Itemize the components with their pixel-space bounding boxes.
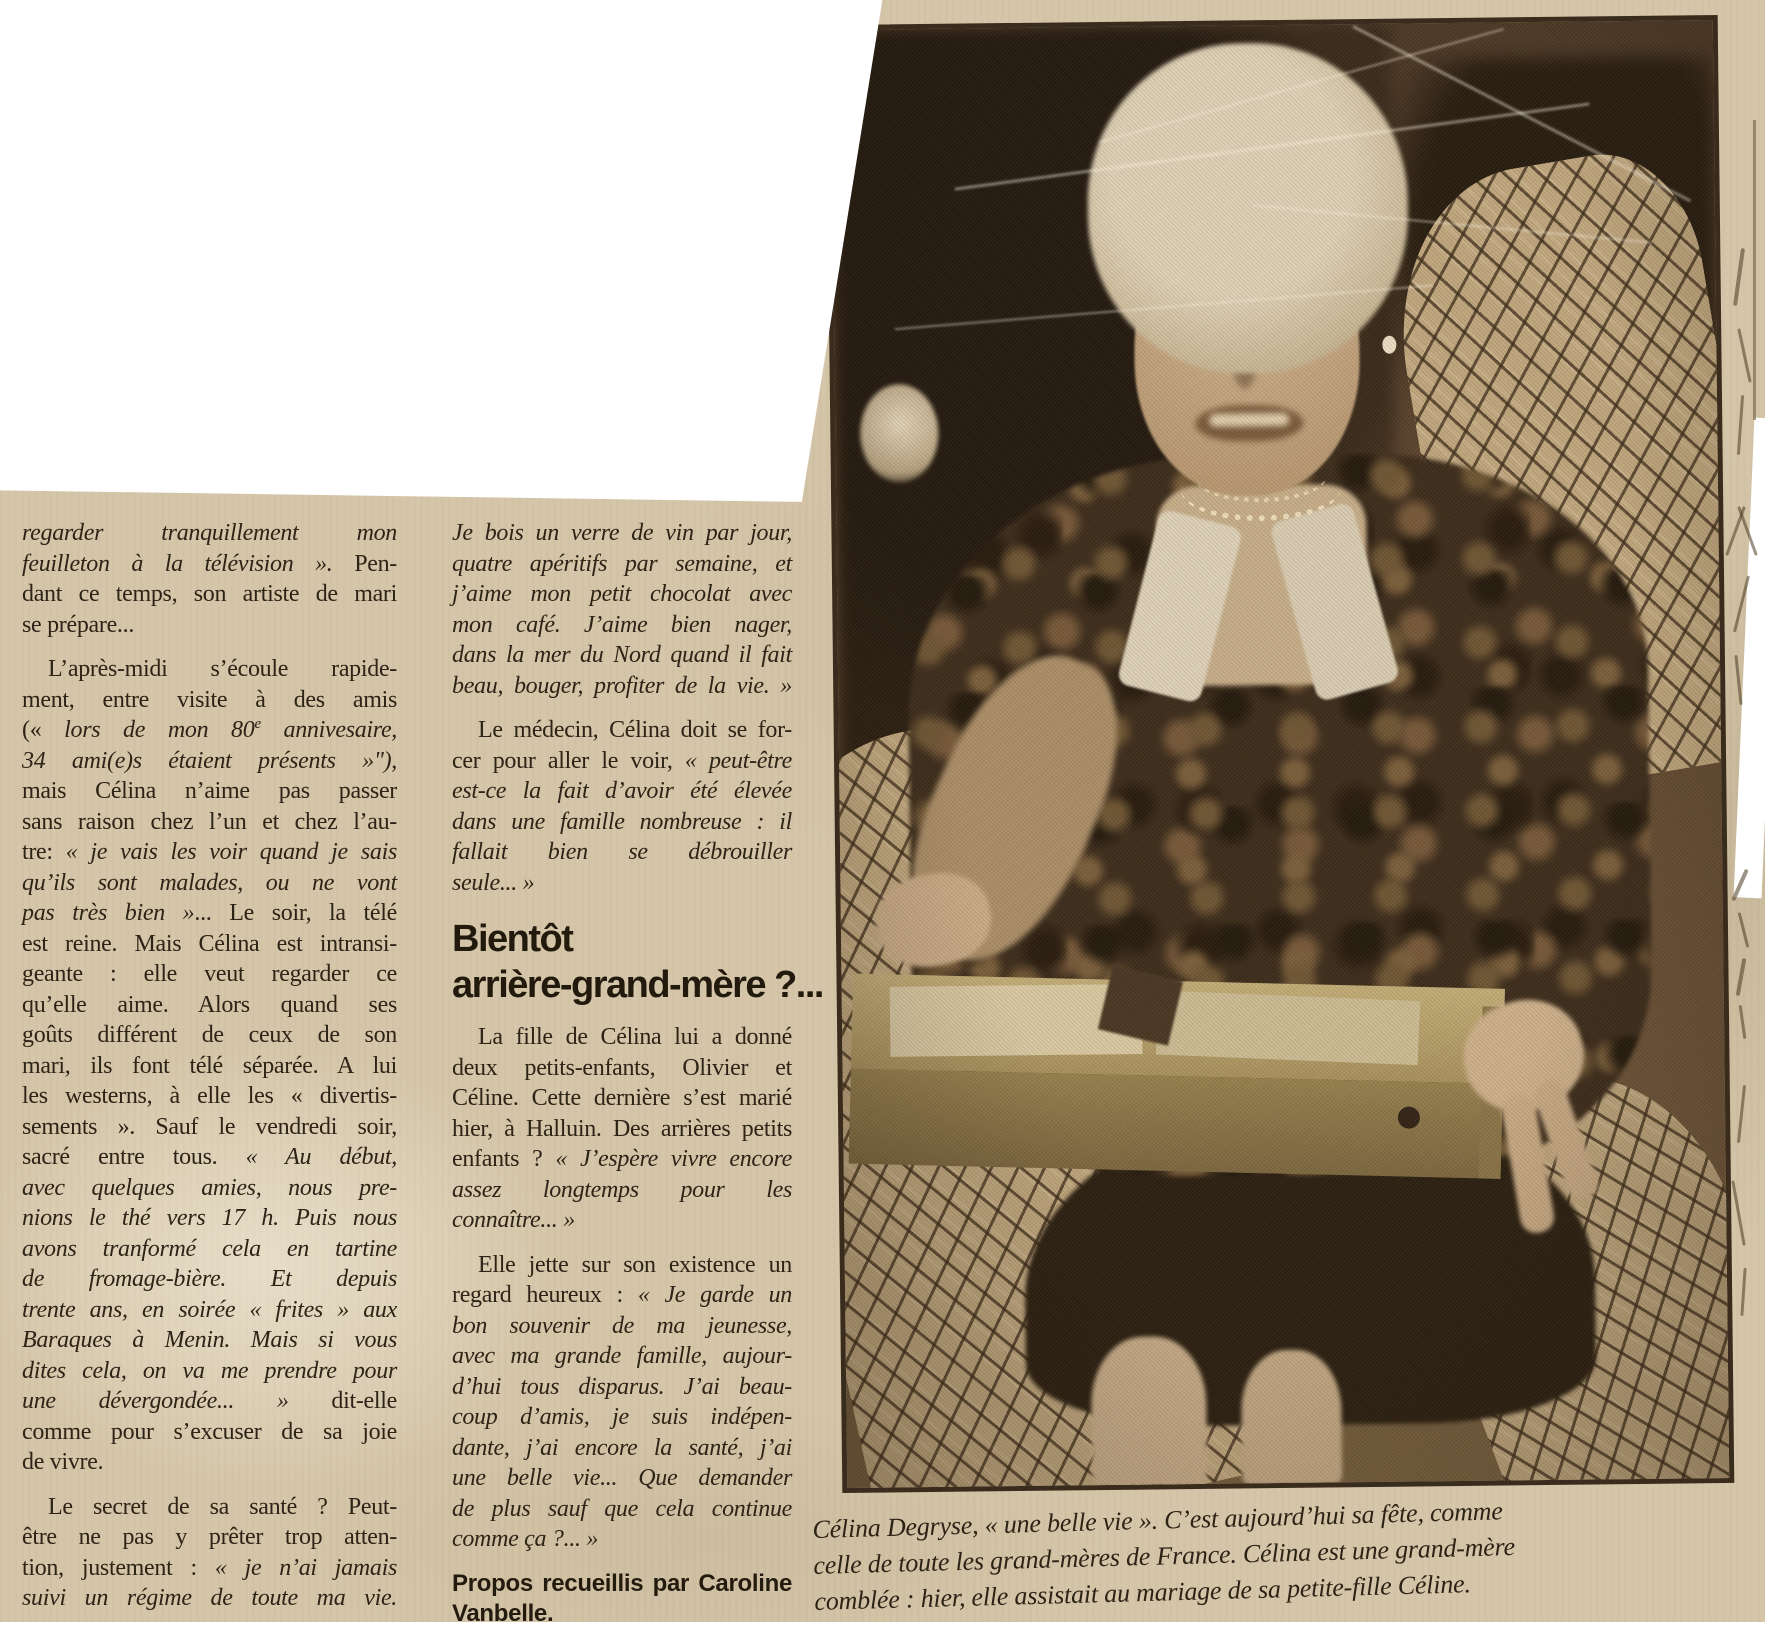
text-segment: L’après-midi s’écoule rapide- bbox=[48, 656, 397, 682]
photo-celina-degryse bbox=[826, 15, 1735, 1493]
text-segment: assez longtemps pour les bbox=[452, 1176, 792, 1203]
text-segment: hier, à Halluin. Des arrières petits bbox=[452, 1115, 792, 1142]
text-line bbox=[22, 776, 397, 807]
text-segment: mari, ils font télé séparée. A lui bbox=[22, 1052, 397, 1079]
text-segment: dans une famille nombreuse : il bbox=[452, 808, 792, 835]
text-segment: est-ce la fait d’avoir été élevée bbox=[452, 778, 792, 804]
text-line bbox=[22, 715, 397, 746]
text-segment: « Au début, bbox=[245, 1144, 397, 1170]
text-segment: nions le thé vers 17 h. Puis nous bbox=[22, 1205, 397, 1231]
text-segment: lors de mon 80 bbox=[64, 717, 255, 743]
text-segment: goûts différent de ceux de son bbox=[22, 1022, 397, 1048]
article-column-1 bbox=[22, 518, 397, 1614]
scan-white-cutout bbox=[0, 0, 905, 525]
text-line bbox=[452, 1311, 792, 1342]
text-line bbox=[452, 1341, 792, 1372]
text-line bbox=[452, 549, 792, 580]
text-segment: 34 ami(e)s étaient présents »"), bbox=[22, 747, 397, 774]
text-segment: se prépare... bbox=[22, 611, 135, 638]
text-segment: seule... » bbox=[452, 869, 535, 896]
text-segment: « je n’ai jamais bbox=[214, 1554, 397, 1581]
text-segment: connaître... » bbox=[452, 1207, 575, 1233]
text-line bbox=[452, 1022, 792, 1053]
text-segment: tion, justement : bbox=[22, 1554, 215, 1581]
text-segment: Propos recueillis par Caroline bbox=[452, 1569, 792, 1597]
text-line bbox=[452, 1083, 792, 1114]
text-segment: beau, bouger, profiter de la vie. » bbox=[452, 672, 792, 699]
text-segment: suivi un régime de toute ma vie. bbox=[22, 1585, 397, 1611]
text-line bbox=[22, 898, 397, 929]
text-line bbox=[452, 776, 792, 807]
text-line bbox=[452, 1205, 792, 1236]
text-segment: fallait bien se débrouiller bbox=[452, 839, 792, 865]
text-line bbox=[452, 837, 792, 868]
text-line bbox=[22, 579, 397, 610]
text-line bbox=[22, 1295, 397, 1326]
text-segment: est reine. Mais Célina est intransi- bbox=[22, 930, 397, 957]
text-segment: dant ce temps, son artiste de mari bbox=[22, 581, 397, 607]
text-segment: Céline. Cette dernière s’est marié bbox=[452, 1085, 792, 1111]
text-segment: regarder tranquillement mon bbox=[22, 520, 397, 546]
text-segment: bon souvenir de ma jeunesse, bbox=[452, 1312, 792, 1339]
text-segment: les westerns, à elle les « divertis- bbox=[22, 1083, 397, 1109]
text-segment: coup d’amis, je suis indépen- bbox=[452, 1404, 792, 1430]
text-line bbox=[452, 1402, 792, 1433]
text-line bbox=[452, 1372, 792, 1403]
text-segment: dante, j’ai encore la santé, j’ai bbox=[452, 1434, 792, 1461]
text-segment: trente ans, en soirée « frites » aux bbox=[22, 1296, 397, 1323]
text-segment: avec ma grande famille, aujour- bbox=[452, 1343, 792, 1369]
text-segment: pas très bien » bbox=[22, 900, 195, 926]
text-segment: tre: bbox=[22, 839, 66, 865]
text-segment: mon café. J’aime bien nager, bbox=[452, 611, 792, 638]
text-line bbox=[452, 1144, 792, 1175]
text-line bbox=[22, 1203, 397, 1234]
text-segment: enfants ? bbox=[452, 1146, 556, 1172]
text-segment: sements ». Sauf le vendredi soir, bbox=[22, 1113, 397, 1140]
text-segment: annivesaire, bbox=[260, 717, 398, 743]
text-line bbox=[452, 1175, 792, 1206]
text-segment: ... Le soir, la télé bbox=[194, 900, 397, 926]
text-line bbox=[452, 1053, 792, 1084]
text-line bbox=[452, 579, 792, 610]
text-line bbox=[452, 1280, 792, 1311]
text-segment: « peut-être bbox=[684, 747, 792, 774]
text-line bbox=[22, 654, 397, 685]
text-line bbox=[22, 685, 397, 716]
text-segment: « Je garde un bbox=[637, 1282, 792, 1308]
text-line bbox=[22, 1112, 397, 1143]
text-line bbox=[22, 1356, 397, 1387]
text-segment: comblée : hier, elle assistait au mariage de sa petite-fille Céline. bbox=[814, 1569, 1472, 1616]
text-segment: (« bbox=[22, 717, 65, 743]
text-line bbox=[22, 518, 397, 549]
text-line bbox=[452, 1463, 792, 1494]
text-segment: comme ça ?... » bbox=[452, 1526, 599, 1552]
text-segment: j’aime mon petit chocolat avec bbox=[452, 581, 792, 607]
text-line bbox=[452, 1494, 792, 1525]
text-line bbox=[22, 1417, 397, 1448]
text-segment: Le secret de sa santé ? Peut- bbox=[48, 1493, 397, 1520]
text-line bbox=[22, 1020, 397, 1051]
text-line bbox=[22, 990, 397, 1021]
text-segment: une dévergondée... » bbox=[22, 1388, 289, 1414]
text-segment: feuilleton à la télévision ». bbox=[22, 550, 355, 577]
text-segment: Vanbelle. bbox=[452, 1600, 554, 1627]
text-line bbox=[22, 1081, 397, 1112]
text-line bbox=[22, 1522, 397, 1553]
text-segment: arrière-grand-mère ?... bbox=[452, 964, 823, 1006]
text-line bbox=[452, 916, 792, 962]
text-segment: Célina Degryse, « une belle vie ». C’est aujourd’hui sa fête, comme bbox=[812, 1496, 1503, 1544]
text-segment: qu’ils sont malades, ou ne vont bbox=[22, 869, 397, 896]
text-segment: avec quelques amies, nous pre- bbox=[22, 1174, 397, 1201]
page-edge-line bbox=[1753, 120, 1756, 420]
photo-caption bbox=[812, 1492, 1563, 1620]
text-segment: Elle jette sur son existence un bbox=[478, 1251, 792, 1278]
text-segment: avons tranformé cela en tartine bbox=[22, 1235, 397, 1262]
text-segment: regard heureux : bbox=[452, 1282, 638, 1308]
text-line bbox=[22, 959, 397, 990]
text-line bbox=[452, 1599, 792, 1630]
text-line bbox=[22, 1583, 397, 1614]
text-line bbox=[22, 1325, 397, 1356]
text-line bbox=[22, 1264, 397, 1295]
text-line bbox=[452, 807, 792, 838]
text-line bbox=[452, 1250, 792, 1281]
text-segment: de fromage-bière. Et depuis bbox=[22, 1266, 397, 1292]
article-column-2 bbox=[452, 518, 823, 1630]
text-line bbox=[22, 1173, 397, 1204]
text-line bbox=[22, 1492, 397, 1523]
text-line bbox=[452, 962, 823, 1008]
text-segment: sans raison chez l’un et chez l’au- bbox=[22, 808, 397, 835]
text-line bbox=[22, 610, 397, 641]
text-segment: de vivre. bbox=[22, 1449, 104, 1475]
text-line bbox=[22, 746, 397, 777]
text-line bbox=[452, 715, 792, 746]
text-line bbox=[22, 807, 397, 838]
text-segment: Pen- bbox=[354, 550, 397, 577]
text-segment: une belle vie... Que demander bbox=[452, 1465, 792, 1491]
text-segment: deux petits-enfants, Olivier et bbox=[452, 1054, 792, 1081]
text-line bbox=[22, 1142, 397, 1173]
text-line bbox=[22, 837, 397, 868]
text-line bbox=[452, 868, 792, 899]
text-line bbox=[22, 1386, 397, 1417]
text-segment: geante : elle veut regarder ce bbox=[22, 961, 397, 987]
text-segment: sacré entre tous. bbox=[22, 1144, 246, 1170]
text-line bbox=[452, 610, 792, 641]
text-segment: d’hui tous disparus. J’ai beau- bbox=[452, 1373, 792, 1400]
text-line bbox=[22, 1051, 397, 1082]
text-line bbox=[452, 640, 792, 671]
text-segment: dans la mer du Nord quand il fait bbox=[452, 642, 792, 668]
text-line bbox=[22, 1447, 397, 1478]
text-segment: Je bois un verre de vin par jour, bbox=[452, 520, 792, 546]
text-segment: dit-elle bbox=[288, 1388, 397, 1414]
text-line bbox=[452, 1569, 792, 1600]
photo-vignette bbox=[831, 20, 1729, 1488]
text-segment: mais Célina n’aime pas passer bbox=[22, 778, 397, 804]
text-segment: être ne pas y prêter trop atten- bbox=[22, 1524, 397, 1550]
text-line bbox=[452, 1114, 792, 1145]
text-line bbox=[452, 1524, 792, 1555]
text-line bbox=[452, 746, 792, 777]
text-segment: Baraques à Menin. Mais si vous bbox=[22, 1327, 397, 1353]
text-segment: cer pour aller le voir, bbox=[452, 747, 685, 774]
text-line bbox=[22, 1553, 397, 1584]
text-segment: de plus sauf que cela continue bbox=[452, 1495, 792, 1522]
text-line bbox=[22, 868, 397, 899]
text-segment: qu’elle aime. Alors quand ses bbox=[22, 991, 397, 1018]
text-segment: Le médecin, Célina doit se for- bbox=[478, 717, 792, 743]
text-line bbox=[22, 549, 397, 580]
text-segment: comme pour s’excuser de sa joie bbox=[22, 1418, 397, 1445]
text-segment: Bientôt bbox=[452, 918, 573, 960]
text-line bbox=[452, 518, 792, 549]
text-line bbox=[22, 1234, 397, 1265]
text-segment: quatre apéritifs par semaine, et bbox=[452, 550, 792, 577]
text-line bbox=[452, 671, 792, 702]
text-line bbox=[22, 929, 397, 960]
text-segment: ment, entre visite à des amis bbox=[22, 686, 397, 713]
text-segment: celle de toute les grand-mères de France. Célina est une grand-mère bbox=[813, 1532, 1516, 1580]
text-segment: e bbox=[254, 716, 261, 732]
text-line bbox=[452, 1433, 792, 1464]
text-segment: La fille de Célina lui a donné bbox=[478, 1024, 792, 1050]
text-segment: dites cela, on va me prendre pour bbox=[22, 1357, 397, 1384]
text-segment: « je vais les voir quand je sais bbox=[65, 839, 397, 865]
text-segment: « J’espère vivre encore bbox=[555, 1146, 792, 1172]
